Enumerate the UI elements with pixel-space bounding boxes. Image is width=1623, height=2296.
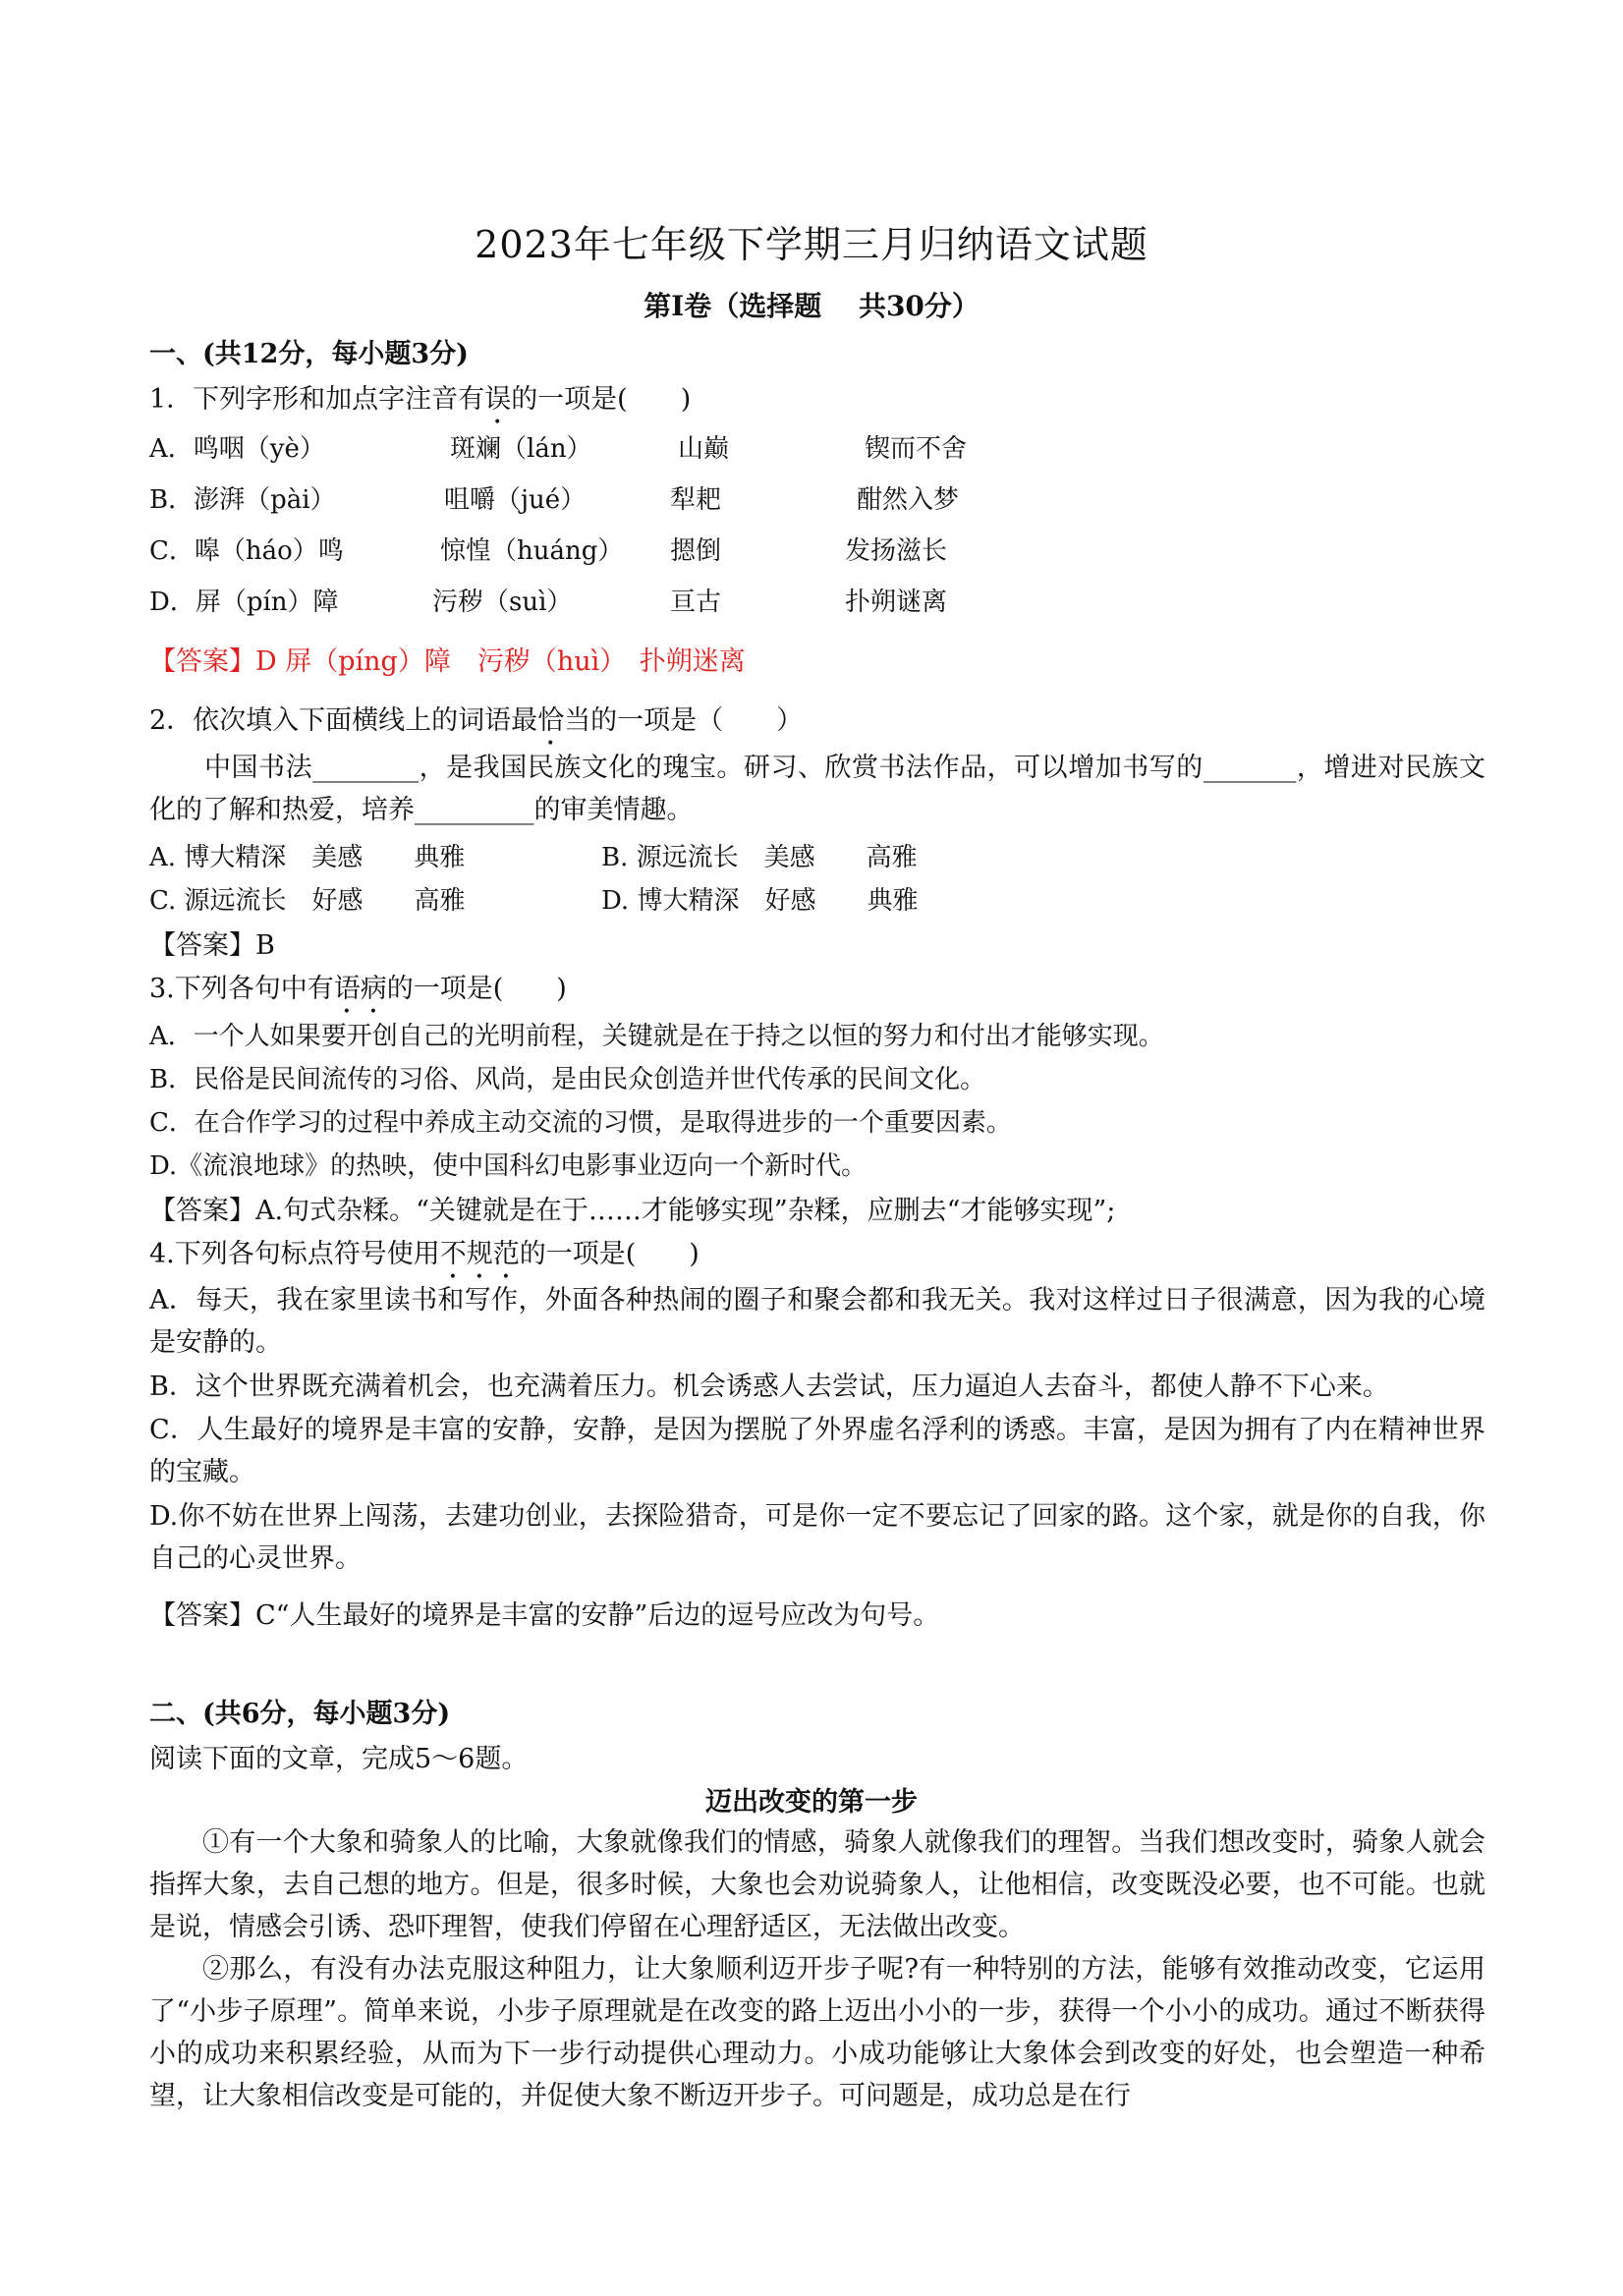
question-2-stem: 2．依次填入下面横线上的词语最恰当的一项是（ ）	[149, 705, 804, 736]
q1-option-b-1: B．澎湃（pài）	[149, 485, 336, 515]
q1-option-a-3: 山巅	[678, 434, 730, 464]
page-subtitle: 第Ⅰ卷（选择题 共30分）	[644, 290, 979, 322]
q4-option-d: D.你不妨在世界上闯荡，去建功创业，去探险猎奇，可是你一定不要忘记了回家的路。这个家，就是你的自我，你自己的心灵世界。	[149, 1501, 1485, 1574]
q1-option-a-4: 锲而不舍	[865, 434, 968, 464]
q2-option-c: C. 源远流长 好感 高雅	[149, 886, 466, 916]
q1-option-c-4: 发扬滋长	[845, 536, 948, 566]
q2-option-a: A. 博大精深 美感 典雅	[149, 843, 466, 872]
q3-option-c: C．在合作学习的过程中养成主动交流的习惯，是取得进步的一个重要因素。	[149, 1108, 1012, 1138]
q1-option-c-1: C．嗥（háo）鸣	[149, 536, 344, 566]
q1-answer: 【答案】D 屏（píng）障 污秽（huì） 扑朔迷离	[149, 646, 746, 677]
q4-option-b: B．这个世界既充满着机会，也充满着压力。机会诱惑人去尝试，压力逼迫人去奋斗，都使人静不下心来。	[149, 1372, 1389, 1402]
question-1-stem: 1．下列字形和加点字注音有误的一项是( )	[149, 384, 692, 415]
q3-option-b: B．民俗是民间流传的习俗、风尚，是由民众创造并世代传承的民间文化。	[149, 1065, 986, 1094]
q1-option-c-2: 惊惶（huáng）	[440, 536, 624, 566]
q1-option-d-4: 扑朔谜离	[845, 588, 948, 617]
reading-instruction: 阅读下面的文章，完成5～6题。	[149, 1744, 529, 1774]
q2-passage: 中国书法________，是我国民族文化的瑰宝。研习、欣赏书法作品，可以增加书写的_______，增进对民族文化的了解和热爱，培养_________的审美情趣。	[149, 753, 1485, 825]
q4-option-a: A．每天，我在家里读书和写作，外面各种热闹的圈子和聚会都和我无关。我对这样过日子很满意，因为我的心境是安静的。	[149, 1285, 1485, 1358]
q1-option-c-3: 摁倒	[670, 536, 722, 566]
q1-option-d-3: 亘古	[670, 588, 722, 617]
q1-option-b-2: 咀嚼（jué）	[444, 485, 587, 515]
article-paragraph-1: ①有一个大象和骑象人的比喻，大象就像我们的情感，骑象人就像我们的理智。当我们想改变时，骑象人就会指挥大象，去自己想的地方。但是，很多时候，大象也会劝说骑象人，让他相信，改变既没必要，也不可能。也就是说，情感会引诱、恐吓理智，使我们停留在心理舒适区，无法做出改变。	[149, 1827, 1485, 1942]
article-title: 迈出改变的第一步	[705, 1787, 918, 1818]
q1-option-b-4: 酣然入梦	[857, 485, 960, 515]
q1-option-a-1: A．鸣咽（yè）	[149, 434, 325, 464]
page-title: 2023年七年级下学期三月归纳语文试题	[475, 223, 1148, 266]
q3-option-a: A．一个人如果要开创自己的光明前程，关键就是在于持之以恒的努力和付出才能够实现。	[149, 1022, 1164, 1051]
q2-option-d: D. 博大精深 好感 典雅	[601, 886, 919, 916]
q1-option-b-3: 犁耙	[670, 485, 722, 515]
q1-option-d-1: D．屏（pín）障	[149, 588, 339, 617]
question-4-stem: 4.下列各句标点符号使用不规范的一项是( )	[149, 1239, 700, 1269]
section-2-heading: 二、(共6分，每小题3分)	[149, 1699, 451, 1729]
question-3-stem: 3.下列各句中有语病的一项是( )	[149, 974, 567, 1004]
q4-option-c: C．人生最好的境界是丰富的安静，安静，是因为摆脱了外界虚名浮利的诱惑。丰富，是因为拥有了内在精神世界的宝藏。	[149, 1415, 1485, 1487]
q3-answer: 【答案】A.句式杂糅。“关键就是在于……才能够实现”杂糅，应删去“才能够实现”;	[149, 1196, 1116, 1226]
q4-answer: 【答案】C“人生最好的境界是丰富的安静”后边的逗号应改为句号。	[149, 1600, 940, 1631]
article-paragraph-2: ②那么，有没有办法克服这种阻力，让大象顺利迈开步子呢?有一种特别的方法，能够有效推动改变，它运用了“小步子原理”。简单来说，小步子原理就是在改变的路上迈出小小的一步，获得一个小小的成功。通过不断获得小的成功来积累经验，从而为下一步行动提供心理动力。小成功能够让大象体会到改变的好处，也会塑造一种希望，让大象相信改变是可能的，并促使大象不断迈开步子。可问题是，成功总是在行	[149, 1954, 1485, 2111]
section-1-heading: 一、(共12分，每小题3分)	[149, 339, 469, 369]
q1-option-a-2: 斑斓（lán）	[450, 434, 592, 464]
q3-option-d: D.《流浪地球》的热映，使中国科幻电影事业迈向一个新时代。	[149, 1151, 867, 1181]
q1-option-d-2: 污秽（suì）	[432, 588, 573, 617]
q2-answer: 【答案】B	[149, 930, 275, 961]
q2-option-b: B. 源远流长 美感 高雅	[601, 843, 918, 872]
